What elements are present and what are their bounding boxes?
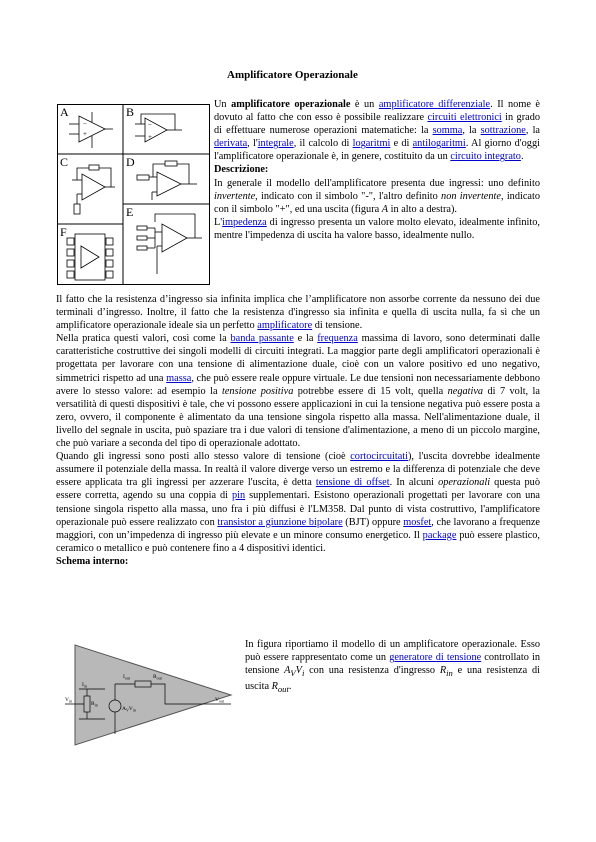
schema-text: controllato in tensione: [245, 652, 540, 677]
desc-text: L': [214, 216, 223, 228]
intro-text: , il calcolo di: [293, 138, 353, 150]
intro-text: .: [520, 151, 524, 163]
fig1-label-f: F: [60, 225, 67, 239]
link-circuito-integrato[interactable]: circuito integrato: [450, 151, 521, 163]
link-amplificatore-differenziale[interactable]: amplificatore differenziale: [378, 99, 491, 110]
fig1-label-e: E: [126, 205, 134, 219]
body-paragraph-5: [56, 450, 540, 555]
link-banda-passante[interactable]: banda passante: [230, 333, 294, 345]
label-rin: $R_{in}$: [91, 701, 98, 708]
symbol-rin: R: [439, 665, 447, 677]
intro-paragraph: [214, 98, 540, 163]
link-impedenza[interactable]: impedenza: [222, 216, 267, 228]
descrizione-paragraph-2: [214, 216, 540, 242]
body-text-run: e la: [293, 333, 318, 345]
desc-text: In generale il modello dell'amplificatore presenta due ingressi: uno definito: [214, 177, 540, 189]
body-text-run: Nella pratica questi valori, così come la: [56, 333, 231, 345]
label-vin: $V_{in}$: [65, 697, 73, 704]
label-iin: $I_{in}$: [82, 682, 87, 689]
body-text-run: può essere plastico, ceramico o metallico e può contenere fino a 4 dispositivi identici.: [56, 529, 540, 554]
desc-italic: A: [381, 203, 389, 215]
body-text-run: ), l'uscita dovrebbe idealmente assumere il potenziale della massa. In realtà il valore diverge verso un estremo e la differenza di potenziale che deve essere applicata tra gli ingressi per azzerare l'uscita, è detta: [56, 451, 540, 489]
link-circuiti-elettronici[interactable]: circuiti elettronici: [427, 112, 502, 124]
body-text: [56, 293, 540, 568]
body-paragraph-4: [56, 332, 540, 450]
schema-column: [245, 638, 540, 696]
intro-text: è un: [350, 99, 379, 110]
symbol-av-sub: V: [290, 668, 296, 679]
svg-text:+: +: [148, 133, 152, 141]
link-derivata[interactable]: derivata: [214, 138, 248, 150]
desc-text: , indicato con il simbolo "-", l'altro definito: [255, 190, 442, 202]
desc-italic: invertente: [214, 190, 256, 202]
desc-text: di ingresso presenta un valore molto elevato, idealmente infinito, mentre l'impedenza di uscita ha valore basso, idealmente nullo.: [214, 216, 540, 241]
schema-interno-heading: [56, 555, 540, 568]
link-frequenza[interactable]: frequenza: [317, 333, 358, 345]
link-amplificatore[interactable]: amplificatore: [257, 320, 313, 332]
intro-text: e di: [390, 138, 413, 150]
link-cortocircuitati[interactable]: cortocircuitati: [350, 451, 408, 463]
intro-text: , la: [525, 125, 541, 137]
intro-text: , l': [247, 138, 258, 150]
symbol-vi: V: [295, 665, 302, 677]
symbol-vi-sub: i: [301, 668, 305, 679]
fig1-label-c: C: [60, 155, 69, 169]
link-integrale[interactable]: integrale: [257, 138, 294, 150]
descrizione-heading-text: Descrizione:: [214, 164, 269, 176]
schema-text: .: [288, 681, 292, 693]
desc-italic: non invertente: [441, 190, 501, 202]
body-italic: operazionali: [438, 477, 491, 489]
label-vout: $V_{out}$: [215, 697, 225, 704]
body-text-run: potrebbe essere di 15 volt, quella: [293, 385, 448, 397]
schema-text: In figura riportiamo il modello di un amplificatore operazionale. Esso può essere rappresentato come un: [245, 639, 540, 664]
symbol-rout: R: [271, 681, 278, 693]
body-text-run: Il fatto che la resistenza d’ingresso sia infinita implica che l’amplificatore non assorbe corrente da nessuno dei due terminali d’ingresso. Inoltre, il fatto che la resistenza d'ingresso sia infinita e quella di uscita nulla, fa sì che un amplificatore operazionale ideale sia un perfetto: [56, 294, 540, 332]
body-paragraph-3: [56, 293, 540, 332]
intro-text: in grado di effettuare numerose operazioni matematiche: la: [214, 112, 540, 137]
schema-text: con una resistenza d'ingresso: [304, 665, 440, 677]
link-antilogaritmi[interactable]: antilogaritmi: [412, 138, 466, 150]
body-text-run: supplementari. Esistono operazionali progettati per lavorare con una tensione singola rispetto alla massa, uno fra i più diffusi è l'LM358. Dal punto di vista costruttivo, l'amplificatore operazionale può essere realizzato con: [56, 490, 540, 528]
link-pin[interactable]: pin: [231, 490, 246, 502]
intro-text: Un: [214, 99, 232, 110]
intro-column: [214, 98, 540, 242]
schema-paragraph: [245, 638, 540, 696]
svg-text:+: +: [83, 130, 87, 138]
body-text-run: (BJT) oppure: [342, 516, 404, 528]
desc-text: in alto a destra).: [388, 203, 457, 215]
link-transistor-bjt[interactable]: transistor a giunzione bipolare: [217, 516, 343, 528]
link-sottrazione[interactable]: sottrazione: [480, 125, 526, 137]
label-gain: $A_VV_{in}$: [122, 706, 136, 713]
opamp-internal-model-figure: [65, 644, 233, 746]
symbol-rin-sub: in: [446, 668, 453, 679]
fig1-label-a: A: [60, 105, 69, 119]
link-tensione-di-offset[interactable]: tensione di offset: [315, 477, 390, 489]
link-generatore-di-tensione[interactable]: generatore di tensione: [389, 652, 482, 664]
svg-text:−: −: [148, 121, 152, 129]
page-title: Amplificatore Operazionale: [227, 69, 358, 81]
intro-term: amplificatore operazionale: [231, 99, 351, 110]
intro-text: , la: [462, 125, 481, 137]
fig1-label-d: D: [126, 155, 135, 169]
link-somma[interactable]: somma: [432, 125, 463, 137]
label-rout: $R_{out}$: [153, 674, 162, 681]
schema-text: e una resistenza di uscita: [245, 665, 540, 693]
body-text-run: massima di lavoro, sono determinati dalle caratteristiche costruttive dei singoli modelli di circuiti integrati. La maggior parte degli amplificatori operazionali è progettata per lavorare con una tensione di alimentazione duale, cioè con un valore positivo ed uno negativo, simmetrici rispetto ad una: [56, 333, 540, 384]
body-text-run: . In alcuni: [389, 477, 439, 489]
opamp-configurations-figure: [57, 104, 210, 285]
link-package[interactable]: package: [422, 529, 457, 541]
label-iout: $I_{out}$: [123, 674, 130, 681]
desc-text: , indicato con il simbolo "+", ed una uscita (figura: [214, 190, 540, 215]
body-text-run: questa può essere corretta, agendo su una coppia di: [56, 477, 540, 502]
symbol-rout-sub: out: [277, 684, 289, 695]
symbol-av: A: [284, 665, 291, 677]
body-text-run: Quando gli ingressi sono posti allo stesso valore di tensione (cioè: [56, 451, 351, 463]
body-text-run: , che lavorano a frequenze maggiori, con un’impedenza di ingresso più elevate e un minore consumo energetico. Il: [56, 516, 540, 541]
link-logaritmi[interactable]: logaritmi: [352, 138, 391, 150]
descrizione-heading: [214, 163, 540, 176]
link-massa[interactable]: massa: [166, 372, 192, 384]
fig1-label-b: B: [126, 105, 135, 119]
body-italic: negativa: [447, 385, 484, 397]
body-text-run: di tensione.: [312, 320, 363, 332]
intro-text: . Il nome è dovuto al fatto che con esso è possibile realizzare: [214, 99, 540, 124]
svg-text:−: −: [83, 120, 87, 128]
intro-text: . Al giorno d'oggi l'amplificatore operazionale è, in genere, costituito da un: [214, 138, 540, 163]
descrizione-paragraph-1: [214, 177, 540, 216]
body-text-run: di 7 volt, la versatilità di questi dispositivi è tale, che vi possono essere applicazioni in cui la tensione negativa può essere posta a zero, ovvero, il componente è alimentato da una tensione singola rispetto alla massa. Nell'alimentazione duale, il livello del segnale in uscita, può spaziare tra i due valori di tensione d'alimentazione, a meno di un piccolo margine, che può variare a seconda del tipo di operazionale adottato.: [56, 385, 540, 450]
link-mosfet[interactable]: mosfet: [403, 516, 432, 528]
body-italic: tensione positiva: [221, 385, 294, 397]
body-text-run: , che può essere reale oppure virtuale. Le due tensioni non necessariamente debbono avere lo stesso valore: ad esempio la: [56, 372, 541, 397]
schema-heading-text: Schema interno:: [56, 555, 129, 567]
